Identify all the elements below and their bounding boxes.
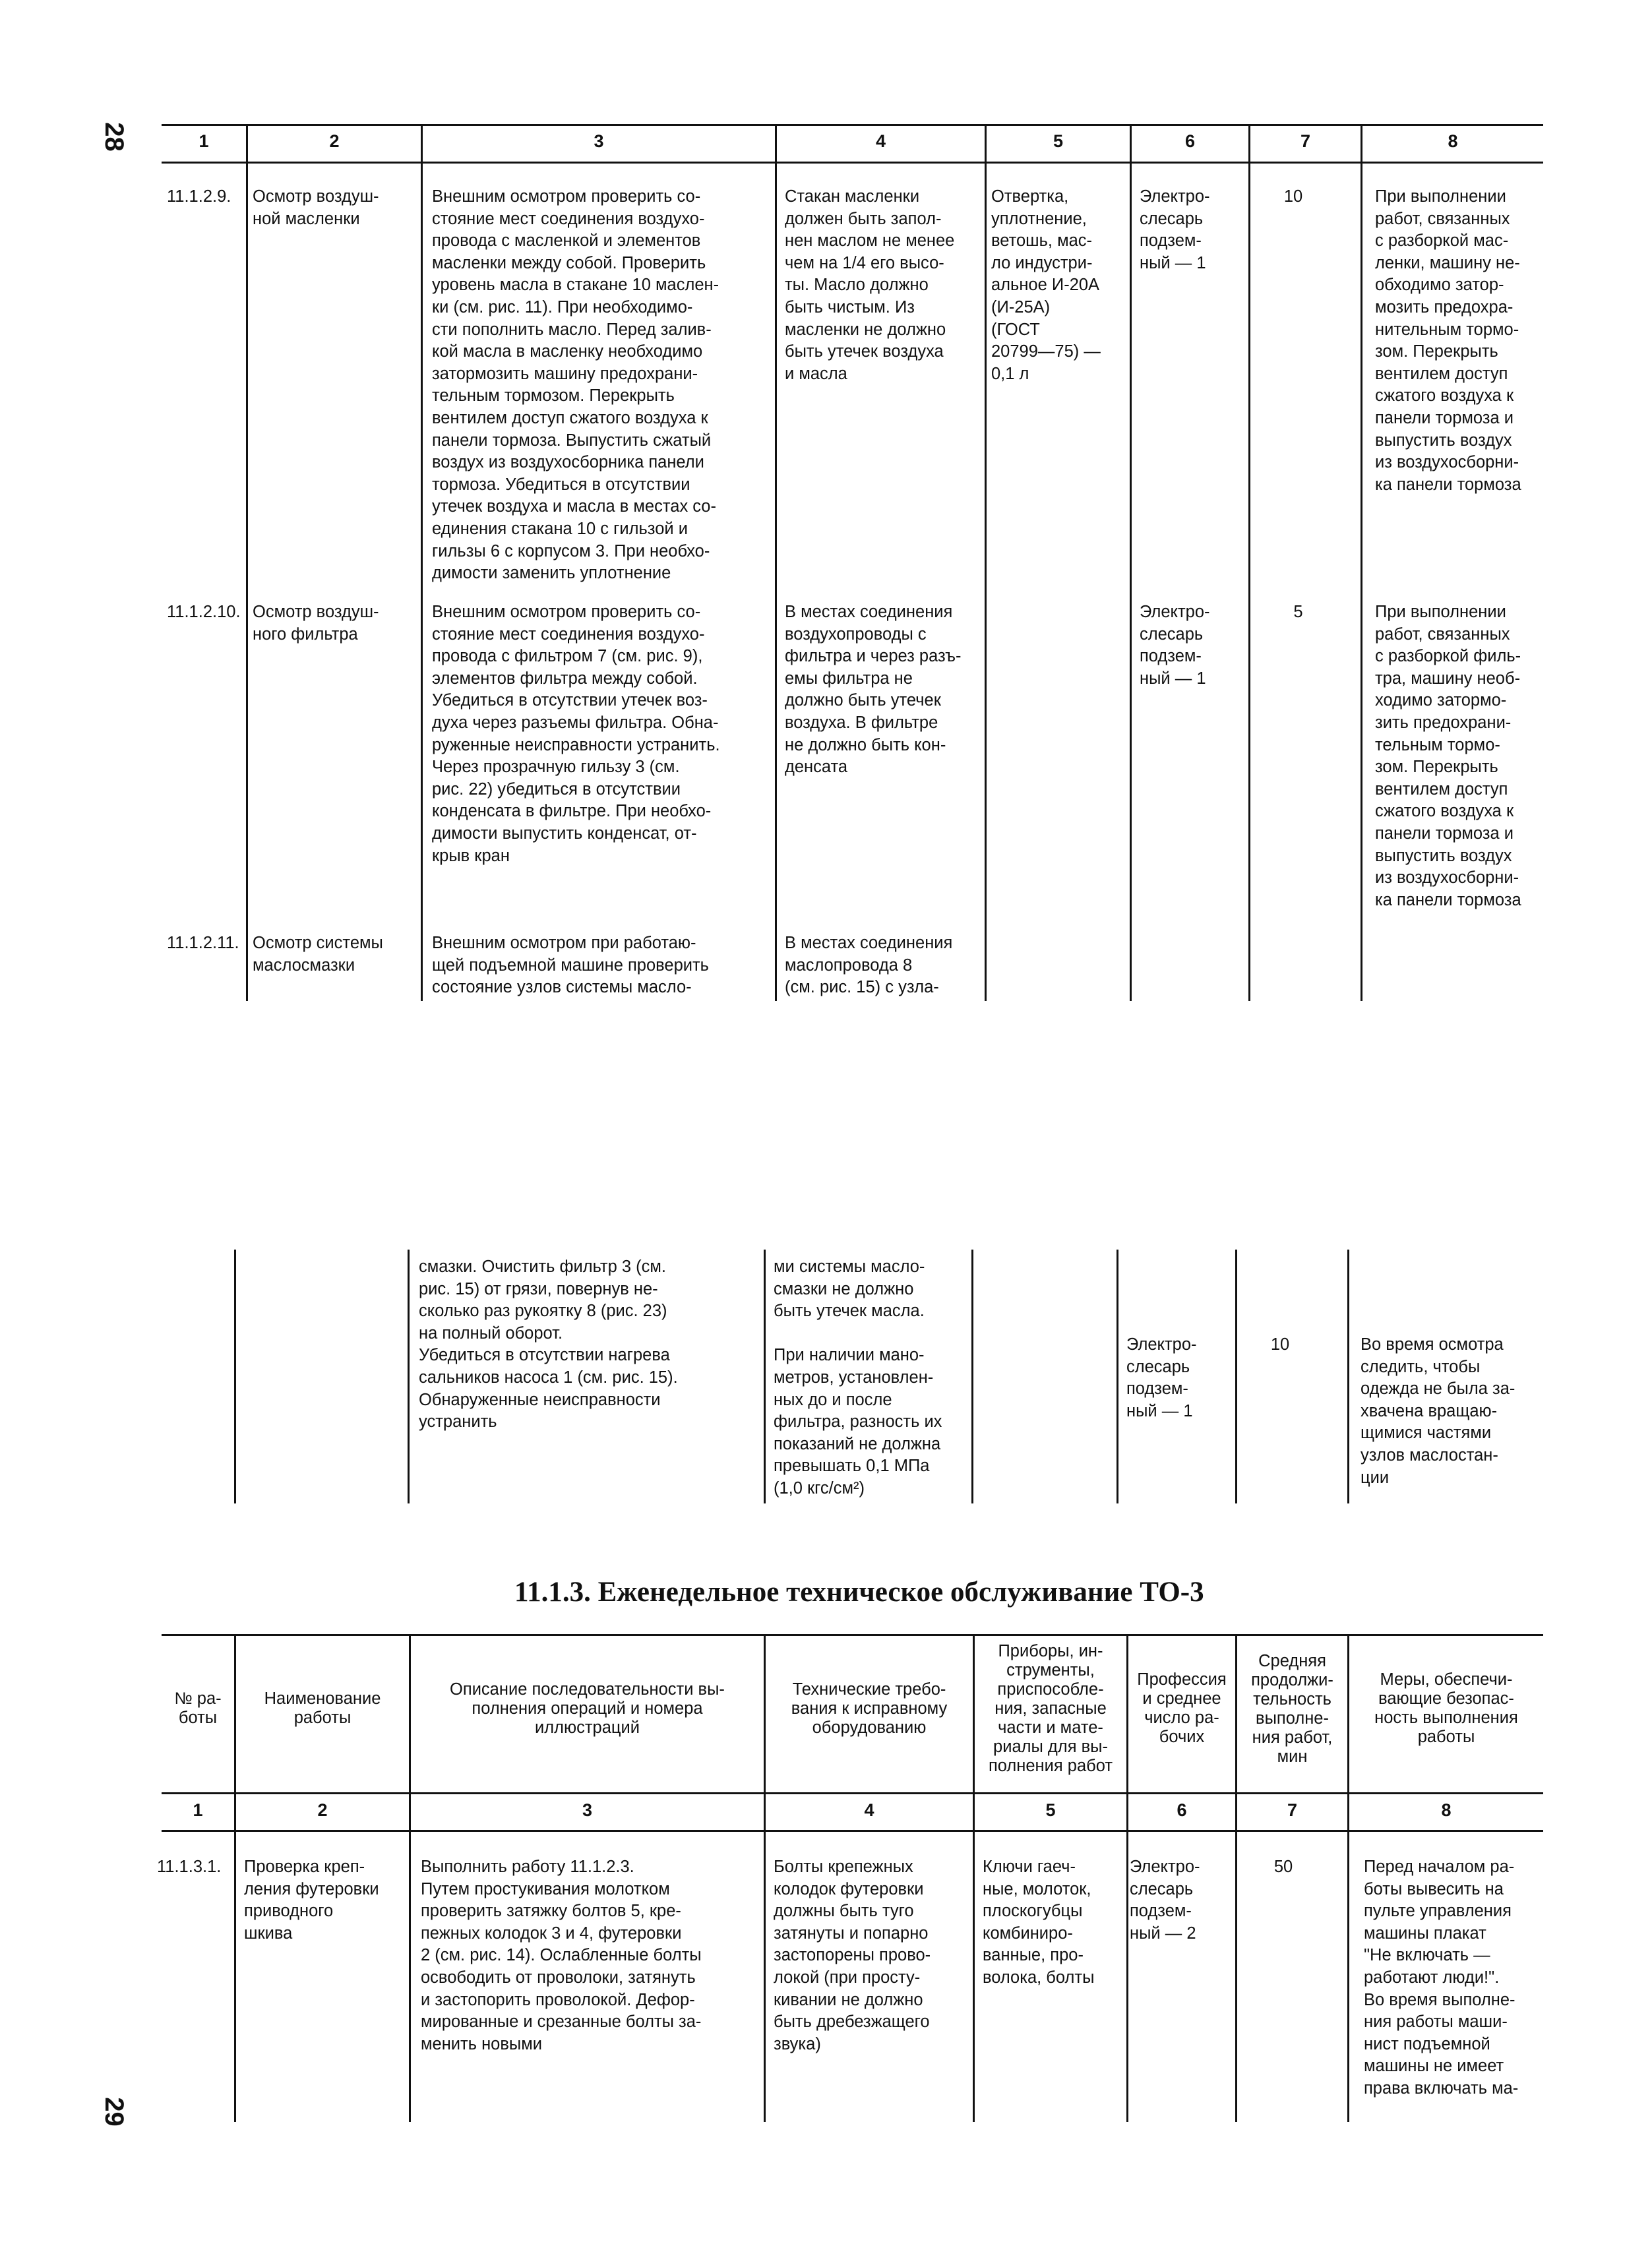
- column-divider: [775, 124, 777, 1001]
- column-header: Приборы, ин- струменты, приспособле- ния, запасные части и мате- риалы для вы- полнения работ: [988, 1642, 1113, 1775]
- column-number: 1: [199, 131, 209, 151]
- profession: Электро- слесарь подзем- ный — 2: [1130, 1858, 1200, 1943]
- work-description: смазки. Очистить фильтр 3 (см. рис. 15) от грязи, повернув не- сколько раз рукоятку 8 (рис. 23) на полный оборот. Убедиться в отсутствии нагрева сальников насоса 1 (см. рис. 15). Обнаруженные неисправности устранить: [419, 1257, 678, 1432]
- technical-requirements: Стакан масленки должен быть запол- нен маслом не менее чем на 1/4 его высо- ты. Масло должно быть чистым. Из масленки не должно быть утечек воздуха и масла: [785, 187, 955, 383]
- column-divider: [421, 124, 423, 1001]
- column-number: 2: [329, 131, 340, 151]
- duration: 50: [1273, 1858, 1293, 1876]
- column-divider: [1248, 124, 1250, 1001]
- column-header: Профессия и среднее число ра- бочих: [1137, 1670, 1227, 1746]
- profession: Электро- слесарь подзем- ный — 1: [1126, 1335, 1197, 1420]
- technical-requirements: В местах соединения маслопровода 8 (см. рис. 15) с узла-: [785, 934, 953, 997]
- work-description: Внешним осмотром при работаю- щей подъемной машине проверить состояние узлов системы масло-: [432, 934, 709, 997]
- technical-requirements: ми системы масло- смазки не должно быть утечек масла. При наличии мано- метров, установлен- ных до и после фильтра, разность их показаний не должна превышать 0,1 МПа (1,0 кгс/см²): [774, 1257, 942, 1498]
- column-number: 7: [1300, 131, 1311, 151]
- column-divider: [1130, 124, 1132, 1001]
- column-divider: [971, 1250, 973, 1503]
- safety-measures: Во время осмотра следить, чтобы одежда не была за- хвачена вращаю- щимися частями узлов маслостан- ции: [1361, 1335, 1515, 1487]
- duration: 10: [1270, 1335, 1290, 1354]
- page-number-top: 28: [99, 122, 129, 152]
- column-divider: [1235, 1250, 1237, 1503]
- technical-requirements: В местах соединения воздухопроводы с фильтра и через разъ- емы фильтра не должно быть утечек воздуха. В фильтре не должно быть кон- денсата: [785, 603, 962, 777]
- profession: Электро- слесарь подзем- ный — 1: [1140, 603, 1210, 688]
- column-header: Наименование работы: [264, 1689, 381, 1727]
- safety-measures: При выполнении работ, связанных с разборкой филь- тра, машину необ- ходимо затормо- зить предохрани- тельным тормо- зом. Перекрыть вентилем доступ сжатого воздуха к панели тормоза и выпустить воздух из воздухосборни- ка панели тормоза: [1375, 603, 1521, 909]
- column-number: 8: [1441, 1800, 1452, 1820]
- column-header: № ра- боты: [174, 1689, 222, 1727]
- column-divider: [764, 1250, 766, 1503]
- column-number: 5: [1045, 1800, 1056, 1820]
- technical-requirements: Болты крепежных колодок футеровки должны быть туго затянуты и попарно застопорены прово- локой (при просту- кивании не должно быть дребезжащего звука): [774, 1858, 931, 2053]
- column-header: Меры, обеспечи- вающие безопас- ность выполнения работы: [1374, 1670, 1518, 1746]
- page-number-bottom: 29: [99, 2097, 129, 2127]
- column-divider: [408, 1250, 410, 1503]
- work-name: Проверка креп- ления футеровки приводного шкива: [244, 1858, 379, 1943]
- tools-materials: Отвертка, уплотнение, ветошь, мас- ло индустри- альное И-20А (И-25А) (ГОСТ 20799—75) — 0,1 л: [991, 187, 1101, 383]
- column-number: 3: [582, 1800, 593, 1820]
- column-number: 6: [1177, 1800, 1187, 1820]
- table-rule: [162, 1830, 1543, 1832]
- table-top-rule: [162, 162, 1543, 164]
- column-number: 5: [1053, 131, 1064, 151]
- work-name: Осмотр воздуш- ной масленки: [253, 187, 379, 228]
- duration: 5: [1293, 603, 1303, 621]
- column-number: 1: [193, 1800, 203, 1820]
- column-number: 3: [594, 131, 604, 151]
- row-number: 11.1.3.1.: [157, 1858, 222, 1876]
- column-number: 8: [1448, 131, 1458, 151]
- column-divider: [1361, 124, 1362, 1001]
- tools-materials: Ключи гаеч- ные, молоток, плоскогубцы комбиниро- ванные, про- волока, болты: [983, 1858, 1095, 1987]
- column-divider: [234, 1250, 236, 1503]
- row-number: 11.1.2.9.: [167, 187, 231, 206]
- work-description: Внешним осмотром проверить со- стояние мест соединения воздухо- провода с масленкой и элементов масленки между собой. Проверить уровень масла в стакане 10 маслен- ки (см. рис. 11). При необходимо- сти пополнить масло. Перед залив- кой масла в масленку необходимо затормозить машину предохрани- тельным тормозом. Перекрыть вентилем доступ сжатого воздуха к панели тормоза. Выпустить сжатый воздух из воздухосборника панели тормоза. Убедиться в отсутствии утечек воздуха и масла в местах со- единения стакана 10 с гильзой и гильзы 6 с корпусом 3. При необхо- димости заменить уплотнение: [432, 187, 719, 583]
- column-number: 4: [875, 131, 886, 151]
- table-top-rule: [162, 124, 1543, 126]
- column-divider: [985, 124, 987, 1001]
- safety-measures: Перед началом ра- боты вывесить на пульте управления машины плакат "Не включать — работают люди!". Во время выполне- ния работы маши- нист подъемной машины не имеет права включать ма-: [1364, 1858, 1519, 2098]
- column-divider: [1347, 1250, 1349, 1503]
- row-number: 11.1.2.10.: [167, 603, 241, 621]
- row-number: 11.1.2.11.: [167, 934, 239, 952]
- column-number: 2: [317, 1800, 328, 1820]
- column-number: 4: [864, 1800, 874, 1820]
- column-divider: [1117, 1250, 1118, 1503]
- section-title: 11.1.3. Еженедельное техническое обслуживание ТО-3: [514, 1577, 1204, 1608]
- work-name: Осмотр воздуш- ного фильтра: [253, 603, 379, 644]
- safety-measures: При выполнении работ, связанных с разборкой мас- ленки, машину не- обходимо затор- мозить предохра- нительным тормо- зом. Перекрыть вентилем доступ сжатого воздуха к панели тормоза и выпустить воздух из воздухосборни- ка панели тормоза: [1375, 187, 1521, 494]
- table-rule: [162, 1792, 1543, 1794]
- column-header: Описание последовательности вы- полнения операций и номера иллюстраций: [450, 1680, 725, 1737]
- column-divider: [246, 124, 248, 1001]
- profession: Электро- слесарь подзем- ный — 1: [1140, 187, 1210, 272]
- work-description: Выполнить работу 11.1.2.3. Путем простукивания молотком проверить затяжку болтов 5, кре- пежных колодок 3 и 4, футеровки 2 (см. рис. 14). Ослабленные болты освободить от проволоки, затянуть и застопорить проволокой. Дефор- мированные и срезанные болты за- менить новыми: [421, 1858, 702, 2053]
- column-number: 6: [1184, 131, 1196, 151]
- work-description: Внешним осмотром проверить со- стояние мест соединения воздухо- провода с фильтром 7 (см. рис. 9), элементов фильтра между собой. Убедиться в отсутствии утечек воз- духа через разъемы фильтра. Обна- руженные неисправности устранить. Через прозрачную гильзу 3 (см. рис. 22) убедиться в отсутствии конденсата в фильтре. При необхо- димости выпустить конденсат, от- крыв кран: [432, 603, 720, 865]
- column-number: 7: [1287, 1800, 1298, 1820]
- work-name: Осмотр системы маслосмазки: [253, 934, 383, 975]
- table-rule: [162, 1634, 1543, 1636]
- column-header: Средняя продолжи- тельность выполне- ния работ, мин: [1251, 1652, 1333, 1766]
- column-header: Технические требо- вания к исправному оборудованию: [791, 1680, 948, 1737]
- duration: 10: [1283, 187, 1303, 206]
